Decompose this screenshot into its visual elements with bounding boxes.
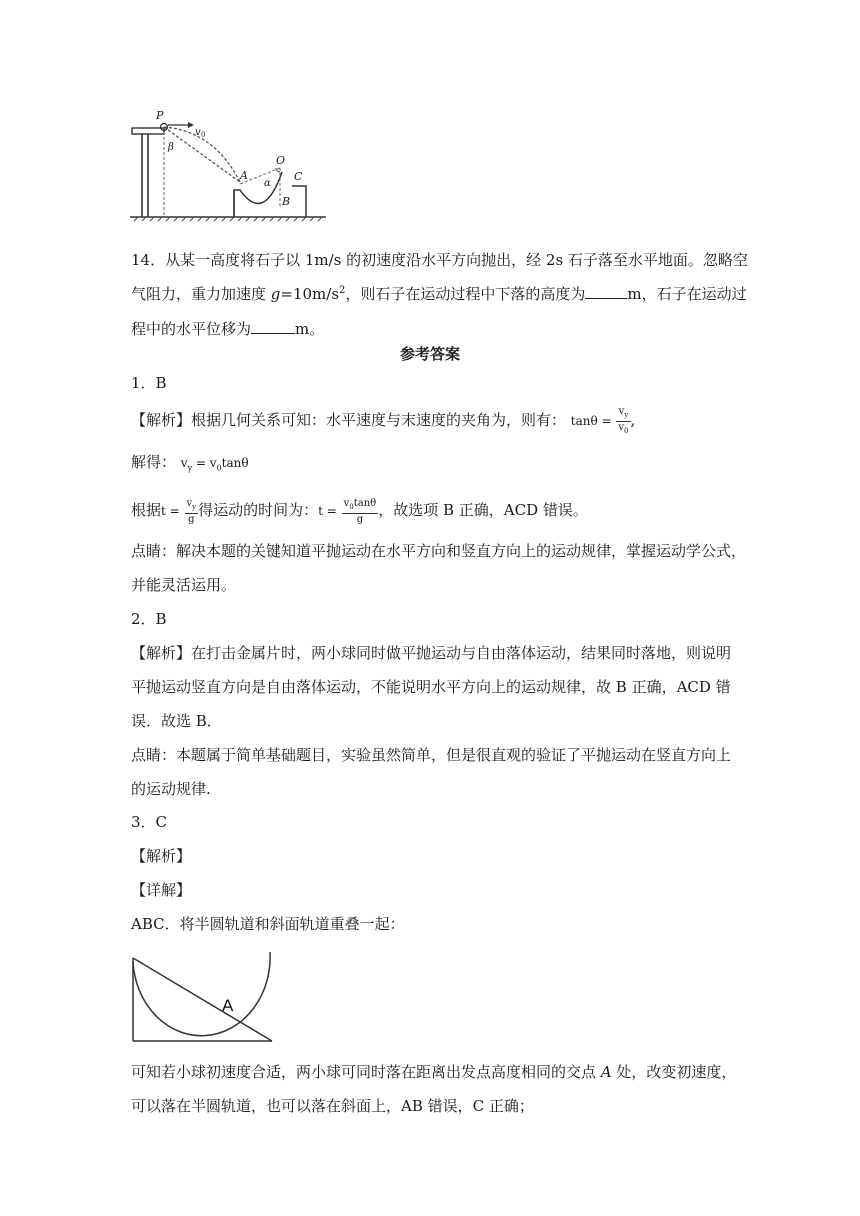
- answer-1-note-line2: 并能灵活运用。: [131, 576, 237, 594]
- a1-solve-mid-sub: 0: [216, 463, 222, 473]
- q14-line3: [131, 318, 324, 339]
- a1-t2-den: g: [356, 513, 364, 525]
- a3-c1-point: A: [600, 1063, 612, 1081]
- a1-tan-fraction: [616, 406, 630, 437]
- answer-2-note-line2: 的运动规律.: [131, 780, 211, 798]
- a1-t1-lhs: t =: [161, 504, 180, 518]
- q14-line2-post: ，则石子在运动过程中下落的高度为: [345, 285, 586, 303]
- answer-blank-height[interactable]: [585, 296, 627, 299]
- a1-solve-mid: = v: [192, 456, 217, 470]
- label-o: O: [276, 154, 286, 167]
- a1-t2-num-tail: tanθ: [353, 497, 377, 509]
- projectile-diagram: [128, 106, 328, 222]
- answer-1-time: [131, 492, 588, 528]
- answer-2-exp-line2: 平抛运动竖直方向是自由落体运动，不能说明水平方向上的运动规律，故 B 正确，ACD 错: [131, 678, 731, 696]
- a3-c1-post: 处，改变初速度，: [611, 1063, 737, 1081]
- a1-tan-num: v: [618, 405, 625, 417]
- a1-tan-den: v: [618, 421, 625, 433]
- q14-g-value: =10m/s: [280, 285, 340, 303]
- answer-2-note-line1: 点睛：本题属于简单基础题目，实验虽然简单，但是很直观的验证了平抛运动在竖直方向上: [131, 746, 732, 764]
- a1-t2-num: v: [343, 497, 350, 509]
- label-a: A: [240, 169, 248, 182]
- label-b: B: [282, 195, 291, 208]
- label-beta: β: [168, 142, 174, 153]
- a1-solve-rhs: tanθ: [221, 456, 249, 470]
- answer-1-label: 1．B: [131, 374, 167, 392]
- label-p: P: [156, 109, 164, 122]
- q14-line2-unit: m，石子在运动过: [627, 285, 747, 303]
- a1-t1-num: v: [186, 497, 193, 509]
- a1-t2-fraction: [342, 498, 379, 525]
- answer-1-solve: [131, 451, 249, 472]
- answer-3-xiangjie: 【详解】: [131, 881, 192, 899]
- fig2-label-a: A: [222, 996, 234, 1015]
- a1-by-mid: 得运动的时间为：: [198, 501, 319, 519]
- answer-3-jiexi: 【解析】: [131, 847, 192, 865]
- q14-line2-pre: 气阻力，重力加速度: [131, 285, 271, 303]
- a1-tan-lhs: tanθ =: [570, 414, 612, 428]
- q14-line2: [131, 283, 747, 304]
- a1-solve-lhs: v: [180, 456, 188, 470]
- a1-t1-den: g: [188, 513, 195, 525]
- a1-t1-fraction: [185, 498, 199, 525]
- a1-exp-text: 【解析】根据几何关系可知：水平速度与末速度的夹角为，则有：: [131, 411, 567, 429]
- q14-line3-pre: 程中的水平位移为: [131, 320, 252, 338]
- q14-g-sup: 2: [339, 285, 346, 296]
- label-alpha: α: [264, 178, 271, 189]
- a1-by-post: ，故选项 B 正确，ACD 错误。: [378, 501, 588, 519]
- a1-tan-den-sub: 0: [624, 426, 629, 435]
- answer-2-exp-line3: 误．故选 B．: [131, 712, 222, 730]
- a1-t2-num-sub: 0: [349, 502, 354, 511]
- answer-blank-displacement[interactable]: [251, 331, 295, 334]
- answer-2-exp-line1: 【解析】在打击金属片时，两小球同时做平抛运动与自由落体运动，结果同时落地，则说明: [131, 644, 732, 662]
- q14-line1: 14．从某一高度将石子以 1m/s 的初速度沿水平方向抛出，经 2s 石子落至水平地面。忽略空: [131, 251, 748, 269]
- a1-tan-tail: ,: [630, 411, 636, 429]
- a1-tan-num-sub: y: [624, 410, 629, 419]
- answer-1-note-line1: 点睛：解决本题的关键知道平抛运动在水平方向和竖直方向上的运动规律，掌握运动学公式，: [131, 542, 747, 560]
- answer-2-label: 2．B: [131, 610, 167, 628]
- answer-3-conclusion-line2: 可以落在半圆轨道，也可以落在斜面上，AB 错误，C 正确；: [131, 1097, 534, 1115]
- a1-t1-num-sub: y: [192, 502, 197, 511]
- a1-by-pre: 根据: [131, 501, 162, 519]
- answer-3-conclusion-line1: [131, 1061, 736, 1082]
- a1-solve-pre: 解得：: [131, 453, 177, 471]
- a1-t2-lhs: t =: [318, 504, 337, 518]
- answers-title: 参考答案: [400, 345, 461, 363]
- label-c: C: [294, 170, 303, 183]
- label-v0-sub: 0: [201, 131, 206, 139]
- a3-c1-pre: 可知若小球初速度合适，两小球可同时落在距离出发点高度相同的交点: [131, 1063, 601, 1081]
- semicircle-incline-diagram: [132, 950, 274, 1044]
- label-v0: v: [195, 127, 201, 138]
- answer-3-label: 3．C: [131, 813, 168, 831]
- answer-3-abc: ABC．将半圆轨道和斜面轨道重叠一起：: [131, 915, 405, 933]
- a1-solve-lhs-sub: y: [187, 463, 193, 473]
- q14-g: g: [270, 285, 281, 303]
- answer-1-explanation: [131, 402, 635, 438]
- q14-line3-unit: m。: [295, 320, 325, 338]
